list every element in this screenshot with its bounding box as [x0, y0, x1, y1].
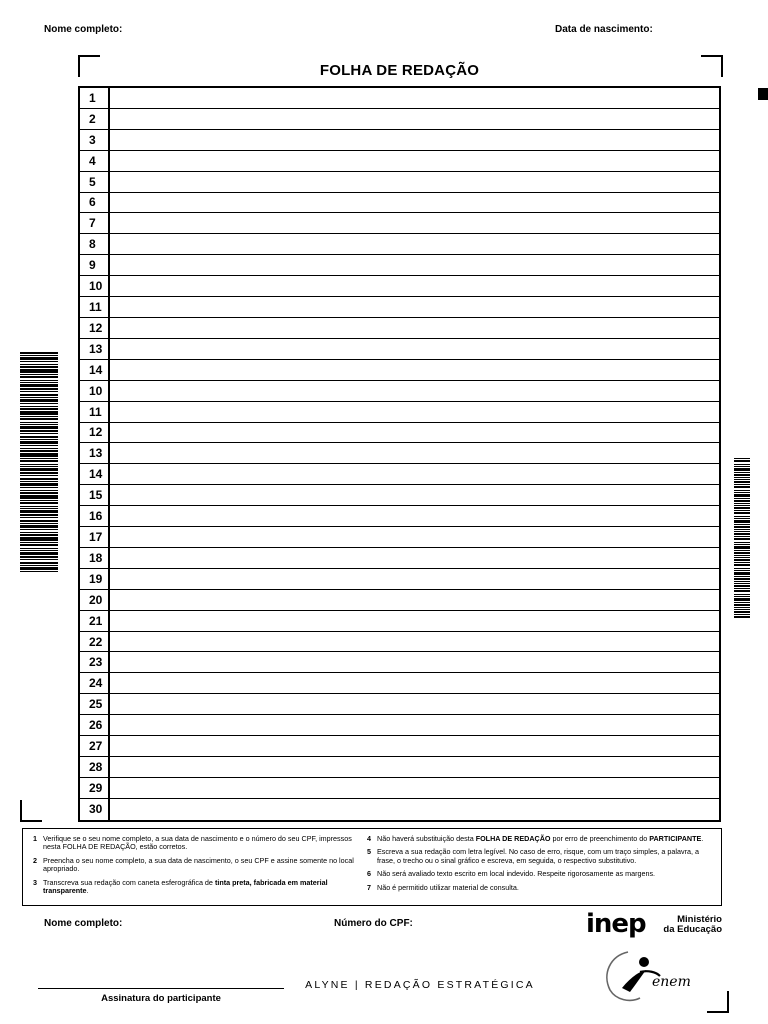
writing-line[interactable]: [80, 715, 719, 736]
inep-logo: inep: [586, 909, 646, 939]
barcode-bar: [734, 611, 750, 613]
line-number: 9: [80, 255, 110, 275]
line-number: 29: [80, 778, 110, 798]
line-space[interactable]: [110, 88, 719, 108]
barcode-bar: [734, 596, 750, 597]
writing-line[interactable]: [80, 464, 719, 485]
line-number: 10: [80, 381, 110, 401]
barcode-bar: [20, 391, 58, 392]
writing-line[interactable]: [80, 402, 719, 423]
barcode-bar: [734, 484, 750, 485]
writing-line[interactable]: [80, 611, 719, 632]
line-space[interactable]: [110, 339, 719, 359]
line-number: 17: [80, 527, 110, 547]
writing-line[interactable]: [80, 548, 719, 569]
line-space[interactable]: [110, 799, 719, 820]
barcode-bar: [734, 503, 750, 504]
line-space[interactable]: [110, 506, 719, 526]
ministerio-logo-text: Ministério da Educação: [663, 914, 722, 935]
corner-mark-bottom-right: [707, 991, 729, 1013]
barcode-bar: [20, 552, 58, 555]
line-space[interactable]: [110, 172, 719, 192]
line-number: 20: [80, 590, 110, 610]
barcode-bar: [734, 533, 750, 535]
line-space[interactable]: [110, 234, 719, 254]
line-space[interactable]: [110, 255, 719, 275]
writing-line[interactable]: [80, 527, 719, 548]
barcode-bar: [20, 550, 58, 551]
barcode-bar: [20, 483, 58, 486]
birthdate-label: Data de nascimento:: [555, 24, 653, 35]
barcode-bar: [734, 542, 750, 543]
line-number: 22: [80, 632, 110, 652]
barcode-bar: [20, 430, 58, 432]
barcode-bar: [734, 568, 750, 569]
barcode-bar: [20, 472, 58, 474]
instruction-item: 6 Não será avaliado texto escrito em local indevido. Respeite rigorosamente as margens.: [367, 869, 656, 879]
line-number: 15: [80, 485, 110, 505]
barcode-bar: [20, 426, 58, 429]
name-label: Nome completo:: [44, 24, 123, 35]
barcode-bar: [734, 555, 750, 556]
writing-line[interactable]: [80, 109, 719, 130]
line-number: 7: [80, 213, 110, 233]
barcode-bar: [20, 448, 58, 449]
barcode-bar: [734, 583, 750, 584]
barcode-bar: [734, 464, 750, 465]
barcode-bar: [20, 422, 58, 423]
barcode-bar: [734, 468, 750, 471]
barcode-bar: [734, 520, 750, 523]
barcode-bar: [734, 546, 750, 549]
barcode-bar: [20, 374, 58, 375]
barcode-bar: [20, 411, 58, 415]
line-number: 25: [80, 694, 110, 714]
barcode-bar: [734, 614, 750, 615]
instructions-right: [367, 835, 715, 897]
line-number: 14: [80, 360, 110, 380]
line-number: 12: [80, 318, 110, 338]
barcode-bar: [20, 506, 58, 507]
writing-line[interactable]: [80, 151, 719, 172]
line-number: 24: [80, 673, 110, 693]
barcode-bar: [734, 594, 750, 595]
barcode-bar: [734, 477, 750, 478]
barcode-bar: [734, 498, 750, 499]
writing-line[interactable]: [80, 213, 719, 234]
barcode-bar: [734, 607, 750, 608]
line-space[interactable]: [110, 297, 719, 317]
barcode-bar: [734, 516, 750, 517]
barcode-bar: [734, 529, 750, 530]
line-space[interactable]: [110, 109, 719, 129]
line-space[interactable]: [110, 485, 719, 505]
barcode-bar: [734, 536, 750, 537]
barcode-bar: [20, 376, 58, 378]
barcode-bar: [20, 544, 58, 546]
cpf-label: Número do CPF:: [334, 918, 413, 929]
barcode-bar: [20, 502, 58, 504]
instructions-left: [33, 835, 355, 900]
writing-line[interactable]: [80, 569, 719, 590]
line-number: 11: [80, 297, 110, 317]
line-space[interactable]: [110, 130, 719, 150]
barcode-bar: [20, 514, 58, 516]
writing-line[interactable]: [80, 757, 719, 778]
writing-line[interactable]: [80, 694, 719, 715]
barcode-bar: [734, 588, 750, 589]
line-space[interactable]: [110, 318, 719, 338]
writing-line[interactable]: [80, 423, 719, 444]
line-number: 16: [80, 506, 110, 526]
barcode-bar: [20, 487, 58, 488]
line-space[interactable]: [110, 694, 719, 714]
enem-logo: [600, 948, 704, 1004]
instruction-item: 1 Verifique se o seu nome completo, a sua data de nascimento e o número do seu CPF, impressos nesta FOLHA DE REDAÇÃO, estão corretos.: [33, 834, 352, 852]
barcode-bar: [20, 537, 58, 541]
barcode-bar: [20, 450, 58, 452]
barcode-bar: [20, 565, 58, 566]
instruction-item: 3 Transcreva sua redação com caneta esferográfica de tinta preta, fabricada em material transparente.: [33, 877, 328, 896]
barcode-bar: [20, 532, 58, 533]
line-space[interactable]: [110, 757, 719, 777]
barcode-bar: [734, 500, 750, 502]
barcode-bar: [20, 361, 58, 362]
line-space[interactable]: [110, 527, 719, 547]
line-space[interactable]: [110, 443, 719, 463]
barcode-bar: [20, 478, 58, 480]
writing-line[interactable]: [80, 485, 719, 506]
barcode-bar: [20, 384, 58, 387]
footer-name-label: Nome completo:: [44, 918, 123, 929]
instruction-item: 2 Preencha o seu nome completo, a sua data de nascimento, o seu CPF e assine somente no local apropriado.: [33, 855, 354, 874]
line-number: 1: [80, 88, 110, 108]
barcode-bar: [20, 403, 58, 404]
line-number: 30: [80, 799, 110, 820]
corner-mark-bottom-left: [20, 800, 42, 822]
barcode-bar: [20, 517, 58, 518]
barcode-bar: [734, 562, 750, 563]
instruction-item: 4 Não haverá substituição desta FOLHA DE REDAÇÃO por erro de preenchimento do PARTICIPANTE.: [367, 834, 704, 843]
writing-line[interactable]: [80, 443, 719, 464]
barcode-bar: [20, 464, 58, 465]
barcode-bar: [20, 542, 58, 543]
writing-line[interactable]: [80, 193, 719, 214]
barcode-bar: [20, 458, 58, 459]
line-number: 11: [80, 402, 110, 422]
line-space[interactable]: [110, 652, 719, 672]
barcode-bar: [734, 598, 750, 601]
line-space[interactable]: [110, 381, 719, 401]
line-number: 5: [80, 172, 110, 192]
barcode-bar: [20, 468, 58, 471]
barcode-bar: [20, 559, 58, 560]
barcode-bar: [20, 424, 58, 425]
barcode-bar: [734, 544, 750, 545]
barcode-bar: [20, 352, 58, 354]
writing-line[interactable]: [80, 799, 719, 820]
barcode-bar: [734, 616, 750, 618]
line-space[interactable]: [110, 611, 719, 631]
barcode-bar: [734, 590, 750, 592]
barcode-bar: [20, 571, 58, 572]
barcode-bar: [20, 510, 58, 513]
writing-line[interactable]: [80, 276, 719, 297]
barcode-bar: [20, 495, 58, 499]
barcode-bar: [734, 510, 750, 511]
barcode-bar: [20, 445, 58, 446]
writing-line[interactable]: [80, 736, 719, 757]
barcode-bar: [734, 559, 750, 561]
barcode-bar: [734, 557, 750, 558]
barcode-bar: [20, 380, 58, 381]
barcode-bar: [734, 458, 750, 459]
line-number: 13: [80, 339, 110, 359]
line-number: 13: [80, 443, 110, 463]
writing-line[interactable]: [80, 255, 719, 276]
line-number: 28: [80, 757, 110, 777]
writing-line[interactable]: [80, 590, 719, 611]
writing-line[interactable]: [80, 632, 719, 653]
line-space[interactable]: [110, 423, 719, 443]
barcode-right: [734, 458, 750, 620]
barcode-bar: [734, 602, 750, 603]
writing-line[interactable]: [80, 88, 719, 109]
line-number: 2: [80, 109, 110, 129]
enem-logo-head: [639, 957, 649, 967]
line-number: 6: [80, 193, 110, 213]
barcode-bar: [20, 408, 58, 410]
signature-label: Assinatura do participante: [101, 993, 221, 1004]
barcode-bar: [20, 416, 58, 417]
writing-line[interactable]: [80, 673, 719, 694]
line-space[interactable]: [110, 569, 719, 589]
line-space[interactable]: [110, 673, 719, 693]
barcode-bar: [20, 439, 58, 440]
writing-grid: [78, 86, 721, 822]
barcode-bar: [734, 486, 750, 488]
line-space[interactable]: [110, 213, 719, 233]
line-number: 8: [80, 234, 110, 254]
barcode-bar: [734, 538, 750, 540]
barcode-bar: [734, 472, 750, 473]
barcode-bar: [734, 570, 750, 571]
line-number: 18: [80, 548, 110, 568]
barcode-bar: [20, 529, 58, 530]
barcode-bar: [20, 441, 58, 444]
barcode-bar: [734, 564, 750, 566]
barcode-bar: [20, 433, 58, 434]
line-space[interactable]: [110, 736, 719, 756]
barcode-bar: [734, 479, 750, 480]
barcode-bar: [20, 523, 58, 524]
enem-logo-text: enem: [652, 974, 691, 990]
barcode-bar: [734, 474, 750, 476]
instruction-item: 5 Escreva a sua redação com letra legível. No caso de erro, risque, com um traço simples, a palavra, a frase, o trecho ou o sinal gráfico e escreva, em seguida, o respectivo substitutivo.: [367, 847, 699, 865]
writing-line[interactable]: [80, 778, 719, 799]
writing-line[interactable]: [80, 381, 719, 402]
writing-line[interactable]: [80, 297, 719, 318]
barcode-bar: [20, 520, 58, 522]
line-space[interactable]: [110, 715, 719, 735]
line-number: 26: [80, 715, 110, 735]
barcode-bar: [734, 466, 750, 467]
barcode-bar: [734, 490, 750, 491]
barcode-bar: [20, 492, 58, 494]
barcode-bar: [734, 531, 750, 532]
barcode-bar: [20, 418, 58, 420]
barcode-bar: [20, 366, 58, 368]
barcode-bar: [734, 526, 750, 528]
line-space[interactable]: [110, 276, 719, 296]
line-number: 14: [80, 464, 110, 484]
barcode-bar: [20, 562, 58, 564]
barcode-bar: [20, 548, 58, 549]
barcode-bar: [734, 494, 750, 497]
barcode-bar: [734, 576, 750, 577]
barcode-bar: [20, 436, 58, 438]
barcode-bar: [20, 382, 58, 383]
barcode-bar: [20, 369, 58, 373]
enem-logo-figure: [622, 970, 646, 992]
barcode-bar: [734, 581, 750, 582]
barcode-bar: [20, 357, 58, 360]
barcode-bar: [20, 388, 58, 390]
writing-line[interactable]: [80, 360, 719, 381]
barcode-bar: [20, 364, 58, 365]
line-number: 23: [80, 652, 110, 672]
line-number: 3: [80, 130, 110, 150]
writing-line[interactable]: [80, 234, 719, 255]
barcode-bar: [734, 585, 750, 587]
barcode-bar: [734, 507, 750, 509]
writing-line[interactable]: [80, 130, 719, 151]
barcode-bar: [734, 518, 750, 519]
instructions-box: [22, 828, 722, 906]
registration-square: [758, 88, 768, 100]
barcode-bar: [20, 481, 58, 482]
barcode-bar: [734, 604, 750, 606]
signature-line: [38, 988, 284, 989]
writing-line[interactable]: [80, 652, 719, 673]
barcode-bar: [734, 512, 750, 514]
line-number: 12: [80, 423, 110, 443]
barcode-bar: [20, 453, 58, 457]
barcode-bar: [20, 460, 58, 462]
barcode-bar: [20, 466, 58, 467]
instruction-item: 7 Não é permitido utilizar material de consulta.: [367, 882, 519, 892]
writing-line[interactable]: [80, 506, 719, 527]
barcode-bar: [20, 508, 58, 509]
page-title: FOLHA DE REDAÇÃO: [319, 62, 480, 79]
line-space[interactable]: [110, 193, 719, 213]
barcode-bar: [20, 525, 58, 528]
line-number: 4: [80, 151, 110, 171]
barcode-bar: [734, 492, 750, 493]
barcode-bar: [20, 534, 58, 536]
line-space[interactable]: [110, 360, 719, 380]
barcode-bar: [734, 572, 750, 575]
barcode-bar: [734, 578, 750, 580]
barcode-bar: [734, 505, 750, 506]
barcode-bar: [20, 394, 58, 396]
barcode-bar: [20, 399, 58, 402]
brand-footer: ALYNE | REDAÇÃO ESTRATÉGICA: [305, 979, 535, 991]
line-space[interactable]: [110, 402, 719, 422]
barcode-bar: [734, 550, 750, 551]
barcode-bar: [734, 609, 750, 610]
barcode-bar: [734, 552, 750, 554]
line-number: 10: [80, 276, 110, 296]
barcode-bar: [20, 490, 58, 491]
barcode-left: [20, 352, 58, 574]
barcode-bar: [734, 481, 750, 483]
barcode-bar: [20, 556, 58, 558]
line-number: 19: [80, 569, 110, 589]
barcode-bar: [20, 567, 58, 570]
barcode-bar: [20, 500, 58, 501]
barcode-bar: [734, 524, 750, 525]
line-space[interactable]: [110, 590, 719, 610]
barcode-bar: [20, 397, 58, 398]
line-space[interactable]: [110, 778, 719, 798]
line-space[interactable]: [110, 548, 719, 568]
barcode-bar: [734, 460, 750, 462]
barcode-bar: [20, 475, 58, 476]
line-space[interactable]: [110, 464, 719, 484]
line-number: 27: [80, 736, 110, 756]
line-number: 21: [80, 611, 110, 631]
writing-line[interactable]: [80, 318, 719, 339]
line-space[interactable]: [110, 151, 719, 171]
writing-line[interactable]: [80, 172, 719, 193]
line-space[interactable]: [110, 632, 719, 652]
writing-line[interactable]: [80, 339, 719, 360]
barcode-bar: [20, 406, 58, 407]
barcode-bar: [20, 355, 58, 356]
